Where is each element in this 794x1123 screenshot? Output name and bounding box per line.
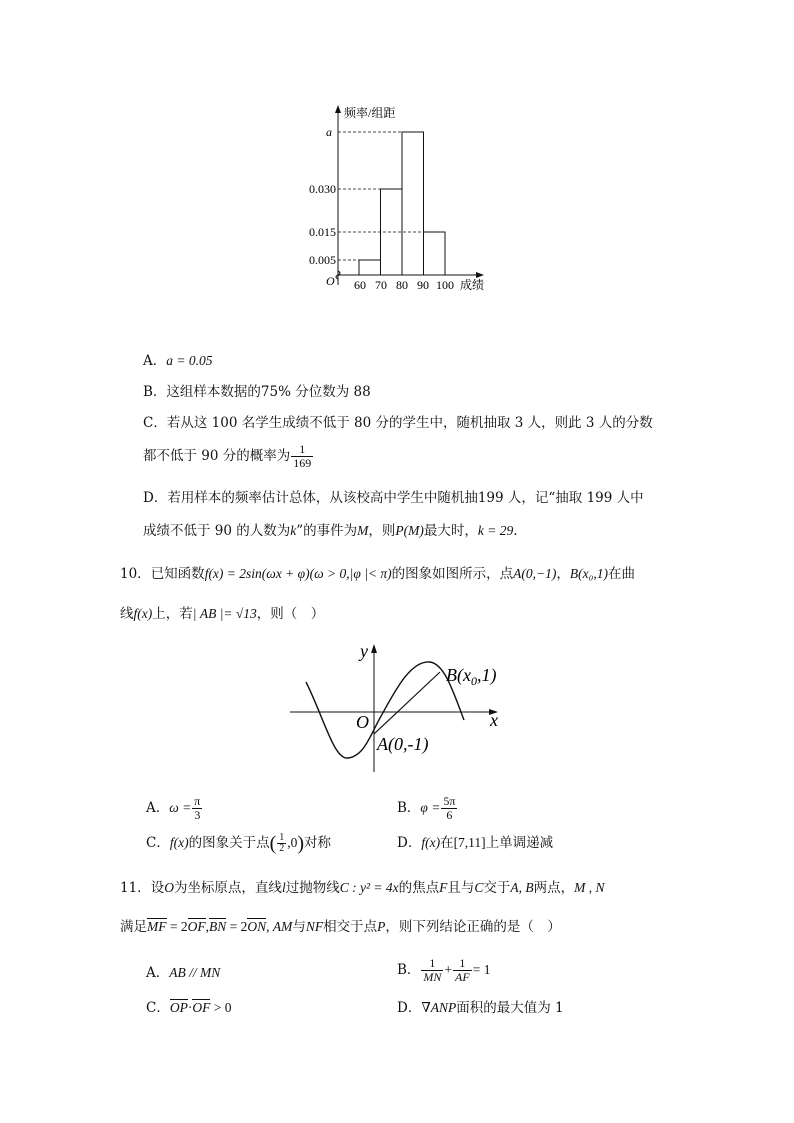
q9-c-prefix: C．	[143, 415, 167, 431]
q10-graph-point-b-main: B(x	[446, 665, 471, 685]
q10-l1a: 已知函数	[150, 566, 205, 582]
q10-option-b[interactable]	[397, 793, 458, 823]
histogram-xtick-90: 90	[417, 278, 429, 292]
q11-stem-line2	[120, 917, 561, 937]
q10-graph-point-b-end: ,1)	[476, 665, 497, 685]
q10-point-a: A(0,−1)	[513, 566, 557, 581]
q11-b-n1: 1	[421, 957, 443, 971]
q11-eq1: = 2	[166, 919, 188, 934]
q11-b-d1: MN	[423, 970, 442, 984]
q10-graph-y-arrow	[371, 644, 377, 653]
q10-l2-f: f(x)	[133, 606, 153, 621]
q11-option-a[interactable]	[146, 958, 220, 988]
q10-b-num: 5π	[443, 794, 456, 808]
q11-eq2: = 2	[226, 919, 248, 934]
q10-ab-length: | AB |= √13	[192, 606, 257, 621]
q10-c-paren-open: (	[269, 832, 277, 855]
q11-c-vec-OP: OP	[169, 1000, 188, 1015]
histogram-bar-60-70	[359, 260, 381, 275]
q9-c-frac-den: 169	[293, 456, 312, 470]
q10-c-t2: 对称	[304, 835, 332, 851]
q9-d-M: M	[357, 523, 369, 538]
q11-vec-OF: OF	[187, 919, 206, 934]
q10-segment-ab	[374, 672, 440, 734]
q11-b-plus: +	[444, 962, 453, 977]
q10-c-num: 1	[279, 832, 285, 843]
q11-l2c: 相交于点	[323, 919, 378, 935]
q11-a-math: AB // MN	[169, 965, 221, 980]
q10-number: 10．	[120, 566, 151, 582]
q10-sine-graph	[288, 638, 508, 778]
q11-NF: NF	[305, 919, 324, 934]
histogram-xtick-80: 80	[396, 278, 408, 292]
q10-b-lhs: φ =	[420, 800, 441, 815]
q10-c-frac	[277, 833, 286, 854]
q11-option-b[interactable]	[397, 953, 490, 987]
q9-c-line2: 都不低于 90 分的概率为	[143, 448, 291, 464]
q11-l1g: 两点，	[533, 880, 575, 896]
q11-AB: A, B	[510, 880, 534, 895]
q10-c-f: f(x)	[169, 835, 189, 850]
q11-parabola: C : y² = 4x	[339, 880, 399, 895]
histogram-bar-80-90	[402, 132, 424, 275]
q10-point-b: B(x₀,1)	[569, 566, 608, 581]
q10-l2a: 线	[120, 606, 134, 622]
q11-l1b: 为坐标原点，直线	[173, 880, 282, 896]
q9-option-c-line1[interactable]	[143, 413, 653, 433]
histogram-xtick-100: 100	[436, 278, 454, 292]
q10-c-paren-close: )	[297, 832, 305, 855]
q11-O: O	[164, 880, 174, 895]
q10-d-t1: 在	[440, 835, 454, 851]
histogram-bar-90-100	[424, 232, 446, 275]
q9-option-b[interactable]	[143, 382, 371, 402]
q11-l2b: 与	[292, 919, 306, 935]
q11-l2a: 满足	[120, 919, 147, 935]
q11-c-vec-OF: OF	[192, 1000, 211, 1015]
histogram-x-title: 成绩	[460, 278, 485, 292]
q10-b-den: 6	[446, 808, 453, 822]
q10-graph-point-a: A(0,-1)	[377, 734, 429, 754]
q10-option-d[interactable]	[397, 828, 553, 858]
q11-b-frac2	[453, 957, 472, 984]
q10-a-den: 3	[194, 808, 201, 822]
q10-b-frac	[441, 795, 457, 822]
q11-vec-MF: MF	[147, 919, 167, 934]
q9-b-prefix: B．	[143, 384, 167, 400]
q10-a-lhs: ω =	[169, 800, 192, 815]
q10-c-t1: 的图象关于点	[188, 835, 270, 851]
q11-l1e: 且与	[447, 880, 475, 896]
q11-l: l	[281, 880, 286, 895]
q10-c-den: 2	[279, 843, 285, 854]
q10-d-interval: [7,11]	[453, 835, 486, 850]
q10-a-frac	[192, 795, 202, 822]
q9-d-k29: k = 29	[477, 523, 514, 538]
q11-a-prefix: A．	[146, 965, 170, 981]
q10-l1b: 的图象如图所示，点	[391, 566, 514, 582]
q10-graph-origin: O	[356, 712, 369, 732]
q9-d-prefix: D．	[143, 490, 168, 506]
q9-option-d-line2	[143, 521, 518, 541]
q11-number: 11．	[120, 880, 151, 896]
q11-l2d: ，则下列结论正确的是（ ）	[385, 919, 561, 935]
q9-d-l2b: ”的事件为	[296, 523, 358, 539]
q11-vec-BN: BN	[209, 919, 227, 934]
q11-c-prefix: C．	[146, 1000, 170, 1016]
q11-c-dot: ·	[187, 1000, 193, 1015]
q11-option-d[interactable]	[397, 997, 564, 1019]
q10-c-pend: ,0	[287, 835, 298, 850]
q11-comma: ,	[205, 919, 209, 934]
histogram-ytick-0015: 0.015	[309, 225, 336, 239]
q9-c-line1: 若从这 100 名学生成绩不低于 80 分的学生中，随机抽取 3 人，则此 3 人的分数	[166, 415, 653, 431]
q11-l1f: 交于	[483, 880, 511, 896]
q11-b-n2: 1	[453, 957, 472, 971]
q10-stem-line2	[120, 604, 324, 624]
q9-c-fraction	[291, 443, 313, 470]
q9-d-l2d: 最大时，	[423, 523, 478, 539]
q10-b-prefix: B．	[397, 800, 421, 816]
q9-a-prefix: A．	[143, 353, 167, 369]
histogram-y-arrow	[335, 105, 341, 113]
histogram-ytick-0005: 0.005	[309, 253, 336, 267]
q9-a-math: a = 0.05	[166, 353, 213, 368]
q9-d-l2f: .	[513, 523, 518, 539]
histogram-origin: O	[326, 274, 335, 288]
q11-c-rhs: > 0	[210, 1000, 232, 1015]
q11-F: F	[439, 880, 448, 895]
histogram-xtick-60: 60	[354, 278, 366, 292]
q11-stem-line1	[120, 878, 605, 898]
q10-option-a[interactable]	[146, 793, 203, 823]
q9-option-c-line2	[143, 443, 314, 470]
q10-d-f: f(x)	[421, 835, 441, 850]
q9-d-l2a: 成绩不低于 90 的人数为	[143, 523, 291, 539]
q11-P: P	[377, 919, 386, 934]
q9-c-frac-num: 1	[291, 443, 313, 457]
q9-d-l2c: ，则	[368, 523, 396, 539]
histogram-chart	[300, 95, 500, 300]
q11-vec-ON: ON	[247, 919, 267, 934]
histogram-ytick-a: a	[326, 125, 332, 139]
q11-d-prefix: D．	[397, 1000, 422, 1016]
q11-b-d2: AF	[455, 970, 470, 984]
q10-graph-y-label: y	[360, 641, 368, 661]
q9-d-PM: P(M)	[395, 523, 424, 538]
q11-AM: , AM	[266, 919, 293, 934]
q10-c-prefix: C．	[146, 835, 170, 851]
q10-a-num: π	[194, 794, 201, 808]
q9-option-d-line1[interactable]	[143, 488, 644, 508]
q10-d-t2: 上单调递减	[485, 835, 554, 851]
q10-function: f(x) = 2sin(ωx + φ)(ω > 0,|φ |< π)	[204, 566, 392, 581]
histogram-y-title: 频率/组距	[344, 106, 396, 120]
q11-l1d: 的焦点	[398, 880, 440, 896]
q11-d-tri: ∇ANP	[421, 1000, 457, 1015]
q11-l1c: 过抛物线	[285, 880, 340, 896]
q9-b-text: 这组样本数据的75% 分位数为 88	[166, 384, 371, 400]
q11-l1a: 设	[150, 880, 165, 896]
q11-b-frac1	[421, 957, 443, 984]
histogram-xtick-70: 70	[375, 278, 387, 292]
q10-a-prefix: A．	[146, 800, 170, 816]
q11-MN: M , N	[574, 880, 605, 895]
q9-d-line1: 若用样本的频率估计总体，从该校高中学生中随机抽199 人，记“抽取 199 人中	[167, 490, 644, 506]
q11-b-prefix: B．	[397, 962, 421, 978]
q10-l2c: ，则（ ）	[256, 606, 325, 622]
q11-d-text: 面积的最大值为 1	[456, 1000, 564, 1016]
q9-option-a[interactable]	[143, 351, 213, 371]
q11-b-rhs: = 1	[472, 962, 491, 977]
q9-d-k: k	[290, 523, 297, 538]
q10-graph-x-label: x	[490, 710, 498, 730]
q10-graph-point-b-sub: 0	[470, 674, 477, 688]
q10-graph-point-b	[446, 665, 496, 688]
q10-d-prefix: D．	[397, 835, 422, 851]
q10-l1c: ，	[556, 566, 570, 582]
q10-stem-line1	[120, 564, 635, 584]
q10-option-c[interactable]	[146, 828, 331, 859]
histogram-ytick-0030: 0.030	[309, 182, 336, 196]
q11-C2: C	[474, 880, 484, 895]
q10-l2b: 上，若	[152, 606, 193, 622]
q10-l1d: 在曲	[607, 566, 635, 582]
q11-option-c[interactable]	[146, 997, 231, 1019]
